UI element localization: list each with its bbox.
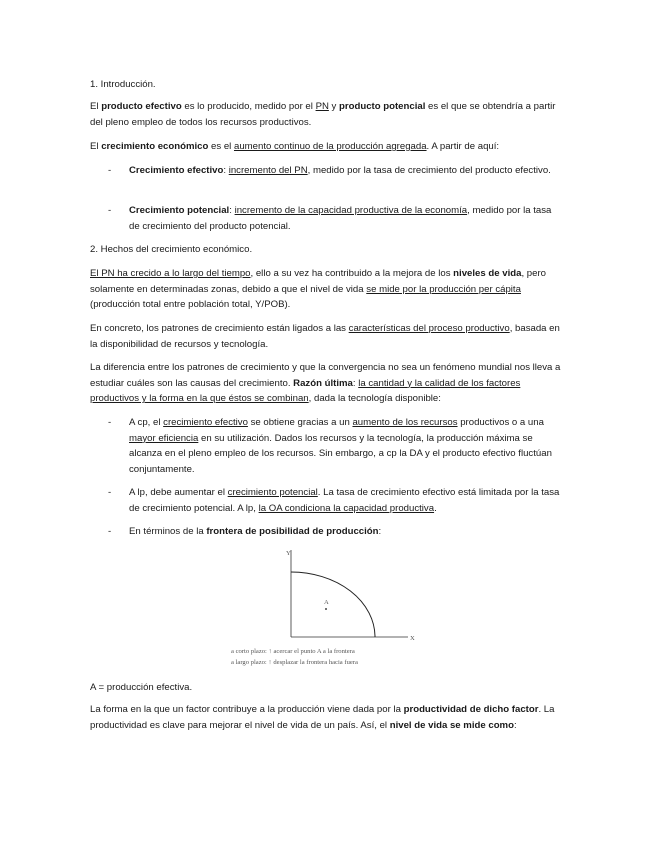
bullet-dash: - [108,487,112,498]
short-run-bullet: A cp, el crecimiento efectivo se obtiene gracias a un aumento de los recursos productivos o a una mayor eficiencia en su utilización. Dados los recursos y la tecnología, la producción máxima se alcanza en el pleno empleo de los recursos. Sin embargo, a cp la DA y el producto efectivo fluctúan conjuntamente. [129,417,552,475]
section-2-heading: 2. Hechos del crecimiento económico. [90,244,253,255]
bullet-dash: - [108,205,112,216]
ultimate-reason-paragraph: La diferencia entre los patrones de crecimiento y que la convergencia no sea un fenómeno mundial nos lleva a estudiar cuáles son las causas del crecimiento. Razón última: la cantidad y la calidad de los factores productivos y la forma en la que éstos se combinan, dada la tecnología disponible: [90,362,561,405]
growth-patterns-paragraph: En concreto, los patrones de crecimiento están ligados a las características del proceso productivo, basada en la disponibilidad de recursos y tecnología. [90,323,560,350]
a-definition: A = producción efectiva. [90,682,193,693]
potential-growth-bullet: Crecimiento potencial: incremento de la capacidad productiva de la economía, medido por la tasa de crecimiento del producto potencial. [129,205,552,232]
ppf-curve [291,572,375,637]
productivity-paragraph: La forma en la que un factor contribuye a la producción viene dada por la productividad de dicho factor. La productividad es clave para mejorar el nivel de vida de un país. Así, el nivel de vida se mide como: [90,704,555,731]
y-axis-label: Y [286,550,291,557]
ppf-figure [228,546,428,670]
growth-definition-paragraph: El crecimiento económico es el aumento continuo de la producción agregada. A partir de aquí: [90,141,500,152]
bullet-dash: - [108,165,112,176]
x-axis-label: X [410,635,415,642]
point-a [325,608,327,610]
bullet-dash: - [108,526,112,537]
point-a-label: A [324,599,329,606]
long-run-bullet: A lp, debe aumentar el crecimiento potencial. La tasa de crecimiento efectivo está limitada por la tasa de crecimiento potencial. A lp, la OA condiciona la capacidad productiva. [129,487,560,514]
ppf-bullet: En términos de la frontera de posibilidad de producción: [129,526,382,537]
intro-paragraph: El producto efectivo es lo producido, medido por el PN y producto potencial es el que se obtendría a partir del pleno empleo de todos los recursos productivos. [90,101,556,128]
pn-growth-paragraph: El PN ha crecido a lo largo del tiempo, ello a su vez ha contribuido a la mejora de los niveles de vida, pero solamente en determinadas zonas, debido a que el nivel de vida se mide por la producción per cápita (producción total entre población total, Y/POB). [90,268,546,311]
effective-growth-bullet: Crecimiento efectivo: incremento del PN, medido por la tasa de crecimiento del producto efectivo. [129,165,551,176]
section-1-heading: 1. Introducción. [90,79,156,90]
bullet-dash: - [108,417,112,428]
figure-caption-short-run: a corto plazo: ↑ acercar el punto A a la frontera [231,648,355,655]
figure-caption-long-run: a largo plazo: ↑ desplazar la frontera hacia fuera [231,659,358,666]
